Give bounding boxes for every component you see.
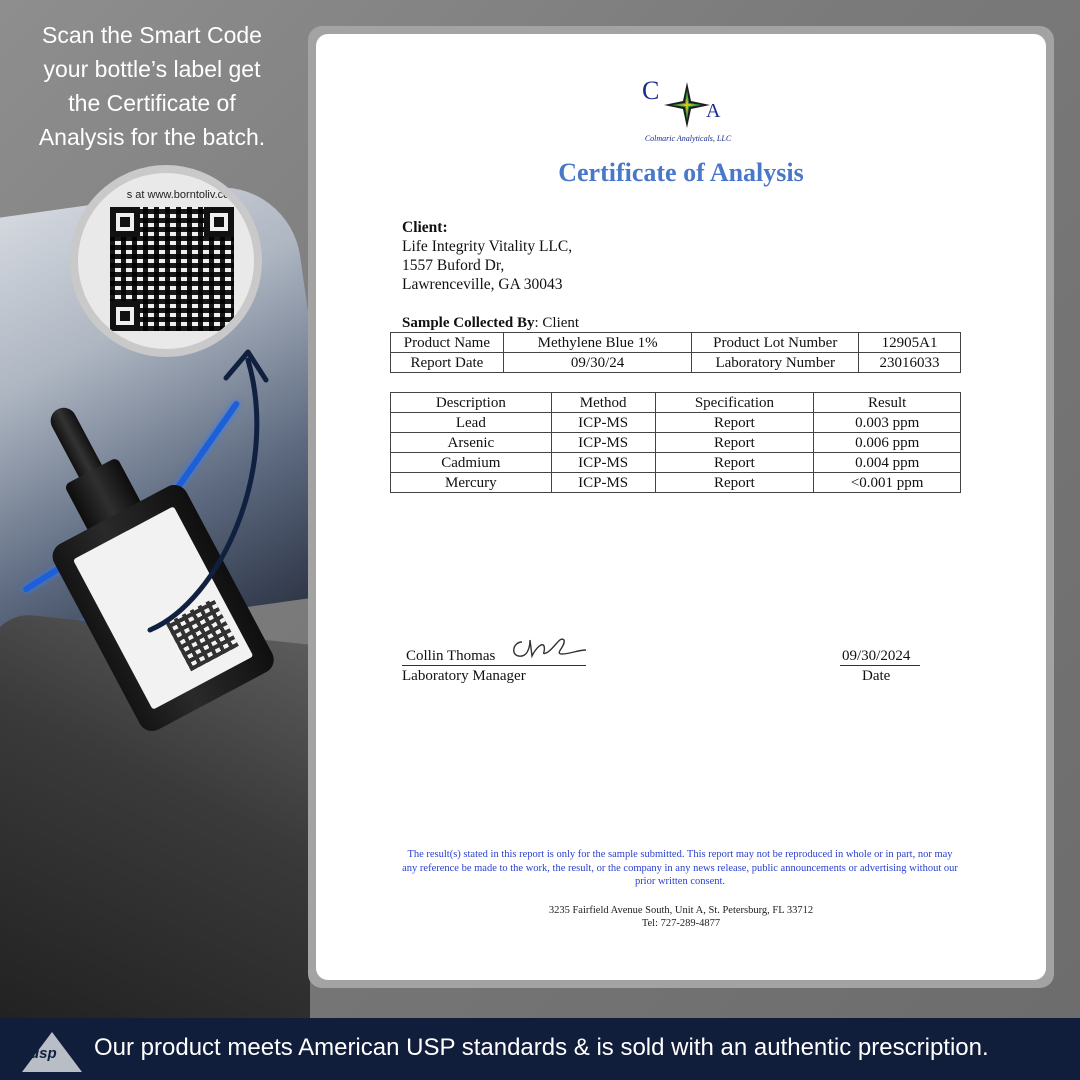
table-header-row	[391, 393, 961, 413]
disclaimer-text: The result(s) stated in this report is only for the sample submitted. This report may not be reproduced in whole or in part, nor may any reference be made to the work, the result, or the company in any news release, public announcements or advertising without our prior written consent.	[402, 849, 958, 887]
promo-line: the Certificate of	[68, 90, 236, 116]
table-cell: 0.006 ppm	[814, 433, 961, 453]
table-row	[391, 353, 961, 373]
table-cell: 12905A1	[859, 333, 961, 353]
sample-collected-value: : Client	[534, 315, 580, 331]
client-block	[402, 218, 572, 294]
table-row	[391, 413, 961, 433]
table-cell: Report	[655, 413, 814, 433]
table-cell: ICP-MS	[551, 453, 655, 473]
table-cell: 23016033	[859, 353, 961, 373]
curved-arrow-icon	[0, 0, 310, 1018]
table-cell: Mercury	[391, 473, 552, 493]
table-cell: ICP-MS	[551, 433, 655, 453]
table-cell: 09/30/24	[503, 353, 692, 373]
signatory-name: Collin Thomas	[406, 648, 496, 664]
column-header: Specification	[655, 393, 814, 413]
table-cell: Lead	[391, 413, 552, 433]
sample-collected-label: Sample Collected By	[402, 315, 535, 331]
table-row	[391, 473, 961, 493]
client-city: Lawrenceville, GA 30043	[402, 276, 563, 293]
compass-star-icon	[664, 82, 710, 128]
promo-line: Scan the Smart Code	[42, 22, 262, 48]
lab-name: Colmaric Analyticals, LLC	[644, 134, 732, 143]
table-row	[391, 453, 961, 473]
signature-line	[402, 665, 586, 666]
table-row	[391, 433, 961, 453]
table-cell: Report Date	[391, 353, 504, 373]
table-cell: Product Name	[391, 333, 504, 353]
date-label: Date	[862, 668, 891, 684]
table-cell: <0.001 ppm	[814, 473, 961, 493]
table-cell: Cadmium	[391, 453, 552, 473]
footer-message: Our product meets American USP standards & is sold with an authentic prescription.	[94, 1034, 989, 1061]
column-header: Description	[391, 393, 552, 413]
client-label: Client:	[402, 219, 448, 236]
table-cell: 0.004 ppm	[814, 453, 961, 473]
signature-scribble	[508, 632, 588, 666]
table-cell: ICP-MS	[551, 413, 655, 433]
logo-letter-a: A	[706, 100, 721, 122]
footer-banner	[0, 1018, 1080, 1080]
table-cell: Report	[655, 453, 814, 473]
phone-line: Tel: 727-289-4877	[641, 918, 721, 929]
table-cell: ICP-MS	[551, 473, 655, 493]
table-row	[391, 333, 961, 353]
client-name: Life Integrity Vitality LLC,	[402, 238, 573, 255]
promo-line: your bottle’s label get	[43, 56, 261, 82]
promo-line: Analysis for the batch.	[38, 124, 266, 150]
certificate-document	[316, 34, 1046, 980]
column-header: Result	[814, 393, 961, 413]
table-cell: Report	[655, 473, 814, 493]
sample-collected	[402, 315, 579, 332]
client-street: 1557 Buford Dr,	[402, 257, 505, 274]
signatory-role: Laboratory Manager	[402, 668, 526, 684]
table-cell: 0.003 ppm	[814, 413, 961, 433]
column-header: Method	[551, 393, 655, 413]
table-cell: Arsenic	[391, 433, 552, 453]
date-line	[840, 665, 920, 666]
table-cell: Report	[655, 433, 814, 453]
address-line: 3235 Fairfield Avenue South, Unit A, St. Petersburg, FL 33712	[548, 905, 814, 916]
logo-letter-c: C	[642, 76, 660, 105]
table-cell: Product Lot Number	[692, 333, 859, 353]
table-cell: Laboratory Number	[692, 353, 859, 373]
qr-url-text: s at www.borntoliv.co	[126, 189, 230, 201]
certificate-title: Certificate of Analysis	[558, 158, 804, 187]
product-info-table	[390, 332, 961, 373]
lab-address	[316, 904, 1046, 930]
signature-date: 09/30/2024	[842, 648, 911, 664]
table-cell: Methylene Blue 1%	[503, 333, 692, 353]
usp-logo-text: usp	[30, 1045, 57, 1062]
results-table	[390, 392, 961, 493]
